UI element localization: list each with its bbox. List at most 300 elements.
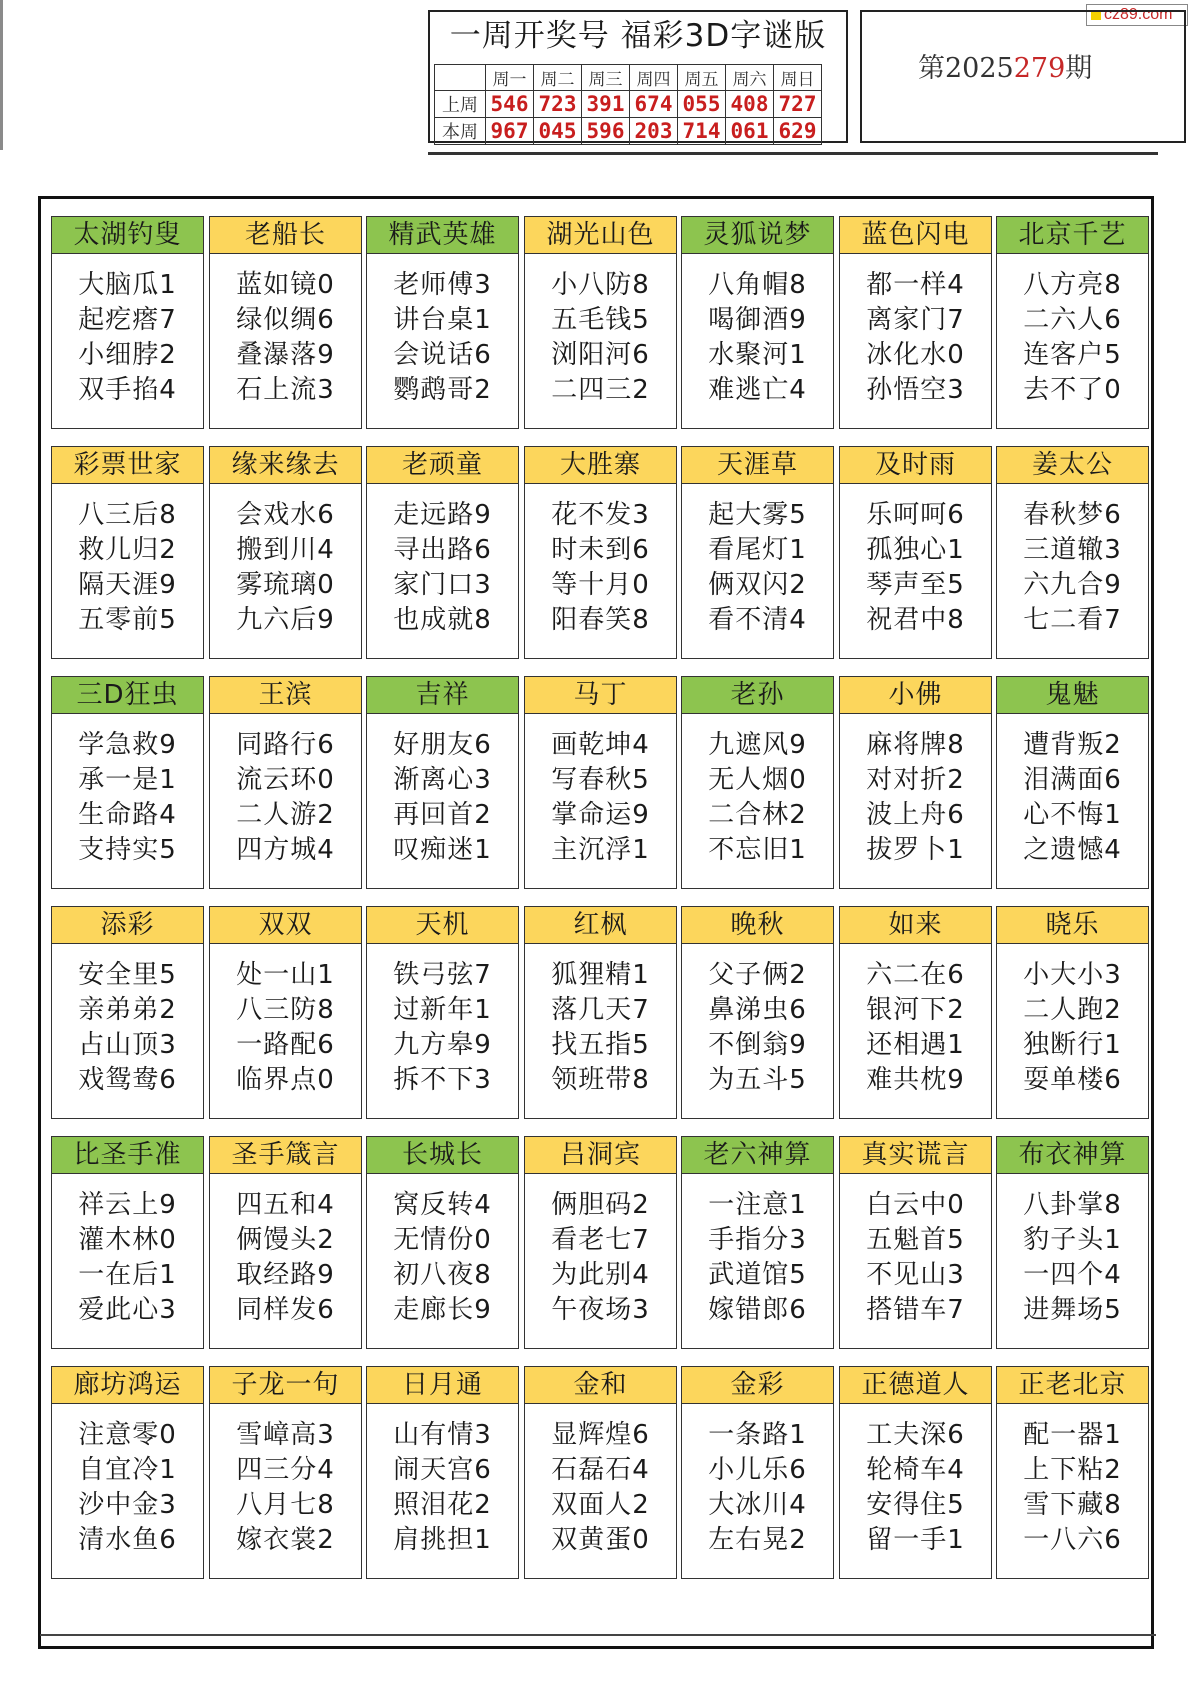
riddle-line: 八三后8 bbox=[78, 500, 177, 530]
riddle-author-name: 北京千艺 bbox=[997, 217, 1148, 254]
riddle-lines bbox=[525, 484, 676, 638]
riddle-card bbox=[839, 1136, 992, 1349]
weekday-label: 周五 bbox=[678, 65, 726, 91]
weekday-label: 周一 bbox=[486, 65, 534, 91]
riddle-lines bbox=[210, 1404, 361, 1558]
riddle-card bbox=[839, 1366, 992, 1579]
riddle-author-name: 湖光山色 bbox=[525, 217, 676, 254]
riddle-lines bbox=[997, 944, 1148, 1098]
riddle-line: 一路配6 bbox=[236, 1030, 335, 1060]
riddle-line: 好朋友6 bbox=[393, 730, 492, 760]
riddle-line: 二六人6 bbox=[1023, 305, 1122, 335]
riddle-line: 也成就8 bbox=[393, 605, 492, 635]
riddle-card bbox=[839, 676, 992, 889]
riddle-line: 狐狸精1 bbox=[551, 960, 650, 990]
riddle-line: 祥云上9 bbox=[78, 1190, 177, 1220]
riddle-line: 搬到川4 bbox=[236, 535, 335, 565]
issue-prefix: 第2025 bbox=[918, 53, 1014, 84]
riddle-line: 不见山3 bbox=[866, 1260, 965, 1290]
riddle-author-name: 吕洞宾 bbox=[525, 1137, 676, 1174]
riddle-line: 拔罗卜1 bbox=[866, 835, 965, 865]
riddle-line: 双黄蛋0 bbox=[551, 1525, 650, 1555]
riddle-card bbox=[524, 446, 677, 659]
weekday-label: 周二 bbox=[534, 65, 582, 91]
riddle-line: 鼻涕虫6 bbox=[708, 995, 807, 1025]
riddle-card bbox=[996, 446, 1149, 659]
riddle-line: 对对折2 bbox=[866, 765, 965, 795]
riddle-line: 取经路9 bbox=[236, 1260, 335, 1290]
weekday-label: 周六 bbox=[726, 65, 774, 91]
riddle-line: 二四三2 bbox=[551, 375, 650, 405]
riddle-line: 离家门7 bbox=[866, 305, 965, 335]
riddle-author-name: 添彩 bbox=[52, 907, 203, 944]
riddle-author-name: 及时雨 bbox=[840, 447, 991, 484]
riddle-lines bbox=[997, 714, 1148, 868]
riddle-line: 不忘旧1 bbox=[708, 835, 807, 865]
riddle-line: 主沉浮1 bbox=[551, 835, 650, 865]
riddle-line: 浏阳河6 bbox=[551, 340, 650, 370]
riddle-line: 孙悟空3 bbox=[866, 375, 965, 405]
riddle-line: 琴声至5 bbox=[866, 570, 965, 600]
riddle-line: 五魁首5 bbox=[866, 1225, 965, 1255]
page-title: 一周开奖号 福彩3D字谜版 bbox=[449, 18, 827, 54]
riddle-card bbox=[51, 676, 204, 889]
issue-number: 279 bbox=[1013, 53, 1066, 84]
riddle-line: 大冰川4 bbox=[708, 1490, 807, 1520]
riddle-line: 工夫深6 bbox=[866, 1420, 965, 1450]
riddle-author-name: 晚秋 bbox=[682, 907, 833, 944]
riddle-lines bbox=[997, 1174, 1148, 1328]
riddle-line: 八角帽8 bbox=[708, 270, 807, 300]
riddle-line: 窝反转4 bbox=[393, 1190, 492, 1220]
riddle-line: 配一器1 bbox=[1023, 1420, 1122, 1450]
riddle-card bbox=[996, 676, 1149, 889]
riddle-line: 时未到6 bbox=[551, 535, 650, 565]
riddle-card bbox=[839, 216, 992, 429]
riddle-lines bbox=[52, 714, 203, 868]
riddle-line: 为五斗5 bbox=[708, 1065, 807, 1095]
riddle-lines bbox=[210, 484, 361, 638]
riddle-line: 九六后9 bbox=[236, 605, 335, 635]
riddle-author-name: 老顽童 bbox=[367, 447, 518, 484]
riddle-author-name: 真实谎言 bbox=[840, 1137, 991, 1174]
draw-number: 723 bbox=[534, 91, 582, 118]
riddle-lines bbox=[210, 944, 361, 1098]
riddle-line: 遭背叛2 bbox=[1023, 730, 1122, 760]
riddle-line: 石磊石4 bbox=[551, 1455, 650, 1485]
riddle-line: 一条路1 bbox=[708, 1420, 807, 1450]
riddle-line: 一四个4 bbox=[1023, 1260, 1122, 1290]
riddle-lines bbox=[840, 254, 991, 408]
riddle-line: 留一手1 bbox=[866, 1525, 965, 1555]
draw-number: 967 bbox=[486, 118, 534, 145]
riddle-author-name: 老六神算 bbox=[682, 1137, 833, 1174]
riddle-lines bbox=[682, 254, 833, 408]
riddle-line: 同路行6 bbox=[236, 730, 335, 760]
riddle-lines bbox=[682, 1404, 833, 1558]
riddle-line: 六九合9 bbox=[1023, 570, 1122, 600]
riddle-author-name: 金彩 bbox=[682, 1367, 833, 1404]
riddle-line: 隔天涯9 bbox=[78, 570, 177, 600]
riddle-lines bbox=[52, 484, 203, 638]
riddle-line: 走远路9 bbox=[393, 500, 492, 530]
riddle-author-name: 子龙一句 bbox=[210, 1367, 361, 1404]
riddle-author-name: 鬼魅 bbox=[997, 677, 1148, 714]
riddle-lines bbox=[840, 1174, 991, 1328]
riddle-line: 起大雾5 bbox=[708, 500, 807, 530]
riddle-author-name: 缘来缘去 bbox=[210, 447, 361, 484]
riddle-author-name: 比圣手准 bbox=[52, 1137, 203, 1174]
riddle-line: 双手掐4 bbox=[78, 375, 177, 405]
riddle-line: 麻将牌8 bbox=[866, 730, 965, 760]
draw-number: 629 bbox=[774, 118, 822, 145]
riddle-author-name: 晓乐 bbox=[997, 907, 1148, 944]
riddle-card bbox=[524, 216, 677, 429]
riddle-lines bbox=[210, 714, 361, 868]
riddle-lines bbox=[52, 944, 203, 1098]
draw-number: 045 bbox=[534, 118, 582, 145]
riddle-lines bbox=[997, 1404, 1148, 1558]
riddle-line: 找五指5 bbox=[551, 1030, 650, 1060]
riddle-line: 祝君中8 bbox=[866, 605, 965, 635]
riddle-line: 石上流3 bbox=[236, 375, 335, 405]
riddle-author-name: 圣手箴言 bbox=[210, 1137, 361, 1174]
riddle-line: 走廊长9 bbox=[393, 1295, 492, 1325]
riddle-card bbox=[209, 446, 362, 659]
riddle-card bbox=[681, 216, 834, 429]
riddle-line: 孤独心1 bbox=[866, 535, 965, 565]
draw-number: 055 bbox=[678, 91, 726, 118]
riddle-line: 照泪花2 bbox=[393, 1490, 492, 1520]
riddle-grid bbox=[38, 196, 1154, 1649]
draw-number: 408 bbox=[726, 91, 774, 118]
riddle-line: 自宜冷1 bbox=[78, 1455, 177, 1485]
riddle-line: 去不了0 bbox=[1023, 375, 1122, 405]
riddle-lines bbox=[997, 484, 1148, 638]
riddle-lines bbox=[52, 254, 203, 408]
riddle-line: 二人游2 bbox=[236, 800, 335, 830]
draw-number: 714 bbox=[678, 118, 726, 145]
riddle-author-name: 天机 bbox=[367, 907, 518, 944]
weekday-label: 周四 bbox=[630, 65, 678, 91]
riddle-line: 生命路4 bbox=[78, 800, 177, 830]
riddle-lines bbox=[210, 1174, 361, 1328]
riddle-line: 同样发6 bbox=[236, 1295, 335, 1325]
riddle-line: 大脑瓜1 bbox=[78, 270, 177, 300]
riddle-author-name: 金和 bbox=[525, 1367, 676, 1404]
last-week-row bbox=[435, 91, 822, 118]
riddle-line: 难逃亡4 bbox=[708, 375, 807, 405]
riddle-line: 花不发3 bbox=[551, 500, 650, 530]
draw-number: 596 bbox=[582, 118, 630, 145]
riddle-lines bbox=[682, 1174, 833, 1328]
riddle-line: 领班带8 bbox=[551, 1065, 650, 1095]
riddle-card bbox=[209, 906, 362, 1119]
riddle-line: 乐呵呵6 bbox=[866, 500, 965, 530]
riddle-card bbox=[51, 1136, 204, 1349]
riddle-author-name: 大胜寨 bbox=[525, 447, 676, 484]
riddle-lines bbox=[525, 714, 676, 868]
riddle-line: 一八六6 bbox=[1023, 1525, 1122, 1555]
riddle-line: 会戏水6 bbox=[236, 500, 335, 530]
riddle-line: 嫁衣裳2 bbox=[236, 1525, 335, 1555]
riddle-author-name: 小佛 bbox=[840, 677, 991, 714]
riddle-card bbox=[51, 446, 204, 659]
riddle-line: 拆不下3 bbox=[393, 1065, 492, 1095]
riddle-lines bbox=[525, 1404, 676, 1558]
this-week-row bbox=[435, 118, 822, 145]
riddle-line: 俩胆码2 bbox=[551, 1190, 650, 1220]
riddle-line: 为此别4 bbox=[551, 1260, 650, 1290]
riddle-line: 四三分4 bbox=[236, 1455, 335, 1485]
riddle-line: 二人跑2 bbox=[1023, 995, 1122, 1025]
riddle-card bbox=[51, 906, 204, 1119]
riddle-lines bbox=[525, 944, 676, 1098]
riddle-lines bbox=[367, 714, 518, 868]
riddle-author-name: 灵狐说梦 bbox=[682, 217, 833, 254]
riddle-line: 老师傅3 bbox=[393, 270, 492, 300]
riddle-line: 无情份0 bbox=[393, 1225, 492, 1255]
riddle-line: 亲弟弟2 bbox=[78, 995, 177, 1025]
riddle-author-name: 红枫 bbox=[525, 907, 676, 944]
riddle-line: 落几天7 bbox=[551, 995, 650, 1025]
riddle-line: 午夜场3 bbox=[551, 1295, 650, 1325]
watermark-text: cz89.com bbox=[1104, 6, 1173, 23]
left-edge-rule bbox=[0, 0, 3, 150]
weekday-row bbox=[435, 65, 822, 91]
riddle-lines bbox=[525, 254, 676, 408]
riddle-author-name: 蓝色闪电 bbox=[840, 217, 991, 254]
draw-number: 203 bbox=[630, 118, 678, 145]
riddle-line: 手指分3 bbox=[708, 1225, 807, 1255]
riddle-line: 独断行1 bbox=[1023, 1030, 1122, 1060]
riddle-line: 小细脖2 bbox=[78, 340, 177, 370]
riddle-line: 心不悔1 bbox=[1023, 800, 1122, 830]
riddle-card bbox=[366, 1366, 519, 1579]
weekday-label: 周日 bbox=[774, 65, 822, 91]
riddle-line: 山有情3 bbox=[393, 1420, 492, 1450]
riddle-line: 不倒翁9 bbox=[708, 1030, 807, 1060]
riddle-line: 双面人2 bbox=[551, 1490, 650, 1520]
riddle-line: 安得住5 bbox=[866, 1490, 965, 1520]
riddle-lines bbox=[840, 714, 991, 868]
riddle-line: 绿似绸6 bbox=[236, 305, 335, 335]
riddle-card bbox=[366, 906, 519, 1119]
riddle-card bbox=[681, 1366, 834, 1579]
riddle-line: 再回首2 bbox=[393, 800, 492, 830]
riddle-line: 爱此心3 bbox=[78, 1295, 177, 1325]
riddle-card bbox=[366, 1136, 519, 1349]
riddle-line: 画乾坤4 bbox=[551, 730, 650, 760]
riddle-author-name: 如来 bbox=[840, 907, 991, 944]
riddle-line: 鹦鹉哥2 bbox=[393, 375, 492, 405]
riddle-card bbox=[681, 446, 834, 659]
riddle-line: 清水鱼6 bbox=[78, 1525, 177, 1555]
riddle-line: 四方城4 bbox=[236, 835, 335, 865]
riddle-lines bbox=[682, 714, 833, 868]
header-divider bbox=[428, 152, 1158, 155]
riddle-line: 进舞场5 bbox=[1023, 1295, 1122, 1325]
riddle-line: 蓝如镜0 bbox=[236, 270, 335, 300]
riddle-line: 左右晃2 bbox=[708, 1525, 807, 1555]
riddle-line: 搭错车7 bbox=[866, 1295, 965, 1325]
riddle-line: 八卦掌8 bbox=[1023, 1190, 1122, 1220]
riddle-card bbox=[839, 446, 992, 659]
riddle-card bbox=[524, 1366, 677, 1579]
riddle-line: 嫁错郎6 bbox=[708, 1295, 807, 1325]
riddle-lines bbox=[367, 1404, 518, 1558]
riddle-line: 看老七7 bbox=[551, 1225, 650, 1255]
riddle-line: 肩挑担1 bbox=[393, 1525, 492, 1555]
riddle-line: 注意零0 bbox=[78, 1420, 177, 1450]
riddle-line: 救儿归2 bbox=[78, 535, 177, 565]
riddle-card bbox=[51, 1366, 204, 1579]
riddle-line: 小大小3 bbox=[1023, 960, 1122, 990]
riddle-line: 都一样4 bbox=[866, 270, 965, 300]
riddle-line: 水聚河1 bbox=[708, 340, 807, 370]
riddle-author-name: 老船长 bbox=[210, 217, 361, 254]
riddle-lines bbox=[682, 484, 833, 638]
riddle-line: 五零前5 bbox=[78, 605, 177, 635]
riddle-line: 一注意1 bbox=[708, 1190, 807, 1220]
riddle-lines bbox=[682, 944, 833, 1098]
riddle-line: 九方皋9 bbox=[393, 1030, 492, 1060]
riddle-lines bbox=[525, 1174, 676, 1328]
riddle-line: 雾琉璃0 bbox=[236, 570, 335, 600]
riddle-line: 看尾灯1 bbox=[708, 535, 807, 565]
riddle-lines bbox=[367, 1174, 518, 1328]
riddle-line: 豹子头1 bbox=[1023, 1225, 1122, 1255]
riddle-card bbox=[681, 676, 834, 889]
riddle-lines bbox=[840, 944, 991, 1098]
riddle-line: 初八夜8 bbox=[393, 1260, 492, 1290]
corner-cell bbox=[435, 65, 486, 91]
riddle-card bbox=[51, 216, 204, 429]
riddle-line: 俩双闪2 bbox=[708, 570, 807, 600]
riddle-line: 铁弓弦7 bbox=[393, 960, 492, 990]
riddle-line: 安全里5 bbox=[78, 960, 177, 990]
riddle-line: 小儿乐6 bbox=[708, 1455, 807, 1485]
riddle-author-name: 三D狂虫 bbox=[52, 677, 203, 714]
riddle-line: 学急救9 bbox=[78, 730, 177, 760]
riddle-card bbox=[524, 1136, 677, 1349]
riddle-lines bbox=[840, 484, 991, 638]
riddle-line: 难共枕9 bbox=[866, 1065, 965, 1095]
riddle-line: 五毛钱5 bbox=[551, 305, 650, 335]
riddle-line: 上下粘2 bbox=[1023, 1455, 1122, 1485]
riddle-author-name: 天涯草 bbox=[682, 447, 833, 484]
riddle-card bbox=[209, 1136, 362, 1349]
riddle-author-name: 日月通 bbox=[367, 1367, 518, 1404]
riddle-author-name: 长城长 bbox=[367, 1137, 518, 1174]
riddle-line: 过新年1 bbox=[393, 995, 492, 1025]
riddle-line: 六二在6 bbox=[866, 960, 965, 990]
riddle-lines bbox=[52, 1174, 203, 1328]
riddle-line: 家门口3 bbox=[393, 570, 492, 600]
riddle-line: 占山顶3 bbox=[78, 1030, 177, 1060]
riddle-line: 显辉煌6 bbox=[551, 1420, 650, 1450]
riddle-author-name: 马丁 bbox=[525, 677, 676, 714]
riddle-line: 俩馒头2 bbox=[236, 1225, 335, 1255]
riddle-line: 支持实5 bbox=[78, 835, 177, 865]
riddle-line: 春秋梦6 bbox=[1023, 500, 1122, 530]
riddle-card bbox=[366, 676, 519, 889]
riddle-card bbox=[366, 446, 519, 659]
riddle-card bbox=[524, 906, 677, 1119]
riddle-line: 父子俩2 bbox=[708, 960, 807, 990]
riddle-line: 波上舟6 bbox=[866, 800, 965, 830]
draw-number: 061 bbox=[726, 118, 774, 145]
draw-summary-panel bbox=[428, 10, 848, 143]
riddle-author-name: 廊坊鸿运 bbox=[52, 1367, 203, 1404]
riddle-line: 小八防8 bbox=[551, 270, 650, 300]
draw-number: 391 bbox=[582, 91, 630, 118]
riddle-card bbox=[366, 216, 519, 429]
riddle-card bbox=[681, 906, 834, 1119]
riddle-line: 八月七8 bbox=[236, 1490, 335, 1520]
riddle-lines bbox=[210, 254, 361, 408]
riddle-line: 轮椅车4 bbox=[866, 1455, 965, 1485]
riddle-line: 四五和4 bbox=[236, 1190, 335, 1220]
draw-results-table bbox=[434, 64, 822, 145]
row-label: 本周 bbox=[435, 118, 486, 145]
weekday-label: 周三 bbox=[582, 65, 630, 91]
riddle-line: 雪嶂高3 bbox=[236, 1420, 335, 1450]
riddle-line: 渐离心3 bbox=[393, 765, 492, 795]
riddle-line: 闹天宫6 bbox=[393, 1455, 492, 1485]
riddle-line: 寻出路6 bbox=[393, 535, 492, 565]
riddle-line: 一在后1 bbox=[78, 1260, 177, 1290]
riddle-line: 灌木林0 bbox=[78, 1225, 177, 1255]
riddle-line: 叹痴迷1 bbox=[393, 835, 492, 865]
riddle-line: 流云环0 bbox=[236, 765, 335, 795]
riddle-card bbox=[524, 676, 677, 889]
riddle-line: 掌命运9 bbox=[551, 800, 650, 830]
footer-divider bbox=[40, 1634, 1156, 1636]
riddle-line: 连客户5 bbox=[1023, 340, 1122, 370]
riddle-author-name: 正老北京 bbox=[997, 1367, 1148, 1404]
issue-panel bbox=[860, 10, 1186, 143]
riddle-author-name: 老孙 bbox=[682, 677, 833, 714]
riddle-line: 会说话6 bbox=[393, 340, 492, 370]
riddle-author-name: 双双 bbox=[210, 907, 361, 944]
riddle-card bbox=[209, 216, 362, 429]
riddle-line: 喝御酒9 bbox=[708, 305, 807, 335]
riddle-card bbox=[996, 1136, 1149, 1349]
riddle-line: 雪下藏8 bbox=[1023, 1490, 1122, 1520]
issue-suffix: 期 bbox=[1065, 53, 1093, 84]
riddle-author-name: 布衣神算 bbox=[997, 1137, 1148, 1174]
riddle-line: 阳春笑8 bbox=[551, 605, 650, 635]
riddle-card bbox=[209, 1366, 362, 1579]
riddle-line: 等十月0 bbox=[551, 570, 650, 600]
riddle-line: 还相遇1 bbox=[866, 1030, 965, 1060]
riddle-line: 白云中0 bbox=[866, 1190, 965, 1220]
riddle-line: 沙中金3 bbox=[78, 1490, 177, 1520]
riddle-author-name: 姜太公 bbox=[997, 447, 1148, 484]
riddle-line: 无人烟0 bbox=[708, 765, 807, 795]
riddle-line: 写春秋5 bbox=[551, 765, 650, 795]
riddle-line: 临界点0 bbox=[236, 1065, 335, 1095]
riddle-line: 银河下2 bbox=[866, 995, 965, 1025]
draw-number: 727 bbox=[774, 91, 822, 118]
draw-number: 674 bbox=[630, 91, 678, 118]
riddle-line: 之遗憾4 bbox=[1023, 835, 1122, 865]
riddle-line: 二合林2 bbox=[708, 800, 807, 830]
riddle-lines bbox=[997, 254, 1148, 408]
riddle-author-name: 正德道人 bbox=[840, 1367, 991, 1404]
riddle-lines bbox=[52, 1404, 203, 1558]
